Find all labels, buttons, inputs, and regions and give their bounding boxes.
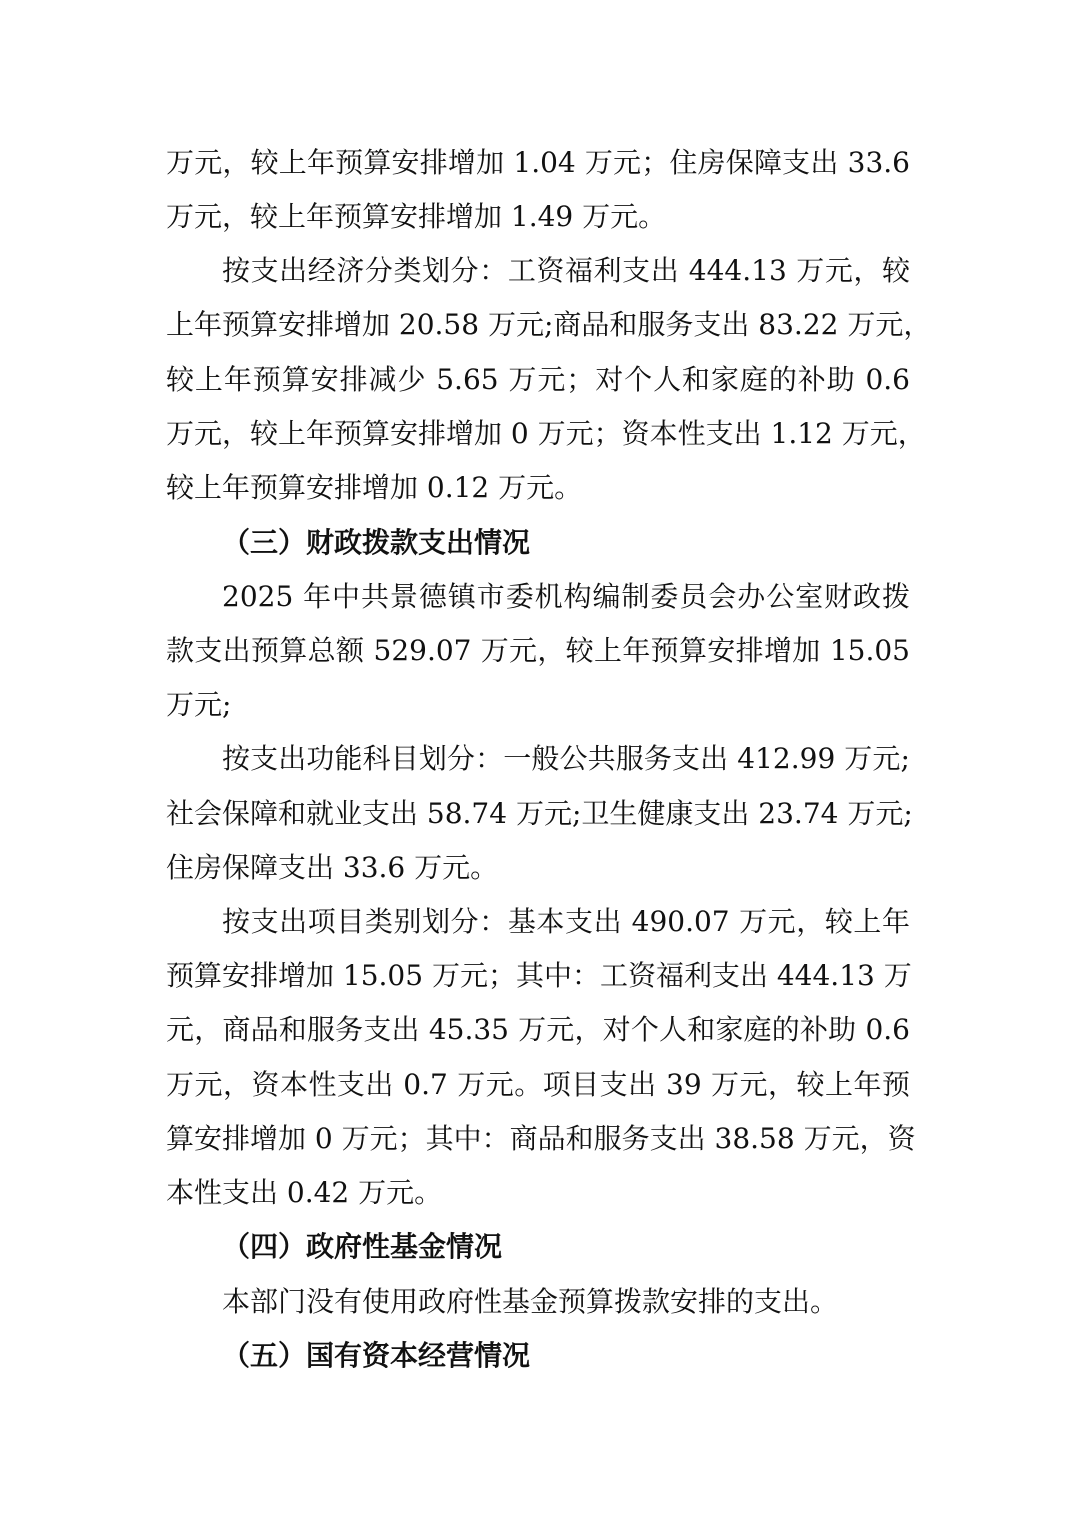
paragraph-line: 较上年预算安排减少 5.65 万元；对个人和家庭的补助 0.6 [166,363,910,396]
paragraph-line: 本性支出 0.42 万元。 [166,1176,443,1209]
paragraph-line: 按支出功能科目划分：一般公共服务支出 412.99 万元; [222,742,910,775]
paragraph-line: 社会保障和就业支出 58.74 万元;卫生健康支出 23.74 万元; [166,797,913,830]
paragraph-line: 万元，较上年预算安排增加 0 万元；资本性支出 1.12 万元， [166,417,926,450]
paragraph-line: 款支出预算总额 529.07 万元，较上年预算安排增加 15.05 [166,634,910,667]
paragraph-line: 2025 年中共景德镇市委机构编制委员会办公室财政拨 [222,580,910,613]
paragraph-line: 算安排增加 0 万元；其中：商品和服务支出 38.58 万元，资 [166,1122,916,1155]
paragraph-line: 万元，资本性支出 0.7 万元。项目支出 39 万元，较上年预 [166,1068,910,1101]
paragraph-line: 万元; [166,688,232,721]
section-heading-4: （四）政府性基金情况 [222,1230,503,1263]
paragraph-line: 按支出项目类别划分：基本支出 490.07 万元，较上年 [222,905,910,938]
paragraph-line: 万元，较上年预算安排增加 1.49 万元。 [166,200,667,233]
paragraph-line: 预算安排增加 15.05 万元；其中：工资福利支出 444.13 万 [166,959,912,992]
paragraph-line: 万元，较上年预算安排增加 1.04 万元；住房保障支出 33.6 [166,146,910,179]
paragraph-line: 按支出经济分类划分：工资福利支出 444.13 万元，较 [222,254,910,287]
section-heading-5: （五）国有资本经营情况 [222,1339,531,1372]
section-heading-3: （三）财政拨款支出情况 [222,526,531,559]
paragraph-line: 元，商品和服务支出 45.35 万元，对个人和家庭的补助 0.6 [166,1013,910,1046]
paragraph-line: 上年预算安排增加 20.58 万元;商品和服务支出 83.22 万元， [166,308,932,341]
paragraph-line: 本部门没有使用政府性基金预算拨款安排的支出。 [222,1285,839,1318]
paragraph-line: 较上年预算安排增加 0.12 万元。 [166,471,583,504]
paragraph-line: 住房保障支出 33.6 万元。 [166,851,499,884]
